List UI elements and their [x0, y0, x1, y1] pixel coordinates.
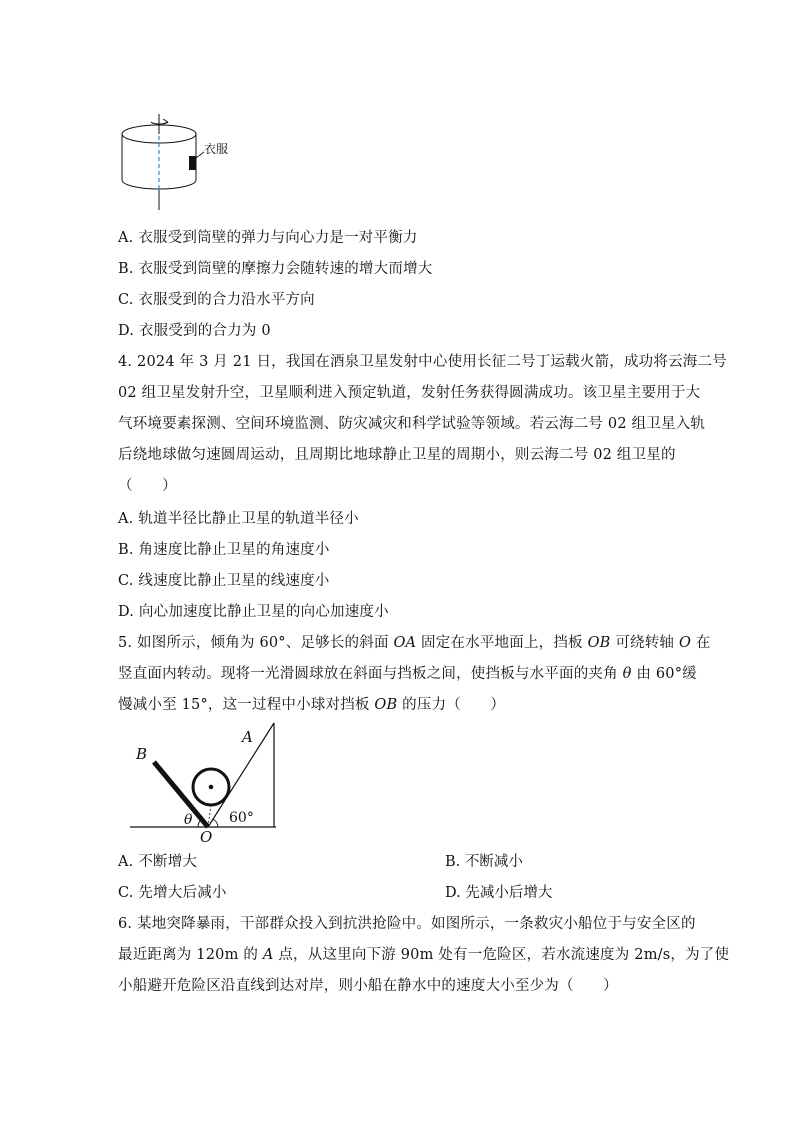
q5-text: 在 [691, 635, 711, 651]
clothes-leader-line [196, 152, 204, 158]
q4-stem-line-1: 4. 2024 年 3 月 21 日，我国在酒泉卫星发射中心使用长征二号丁运载火箭，成功将云海二号 [118, 354, 727, 370]
q5-option-b: B. 不断减小 [445, 854, 523, 870]
q5-text: 的压力（ ） [397, 697, 506, 713]
incline-ball-figure [126, 720, 286, 845]
q5-stem-line-3 [118, 696, 505, 714]
q4-stem-line-4: 后绕地球做匀速圆周运动，且周期比地球静止卫星的周期小，则云海二号 02 组卫星的 [118, 447, 676, 463]
q6-stem-line-3: 小船避开危险区沿直线到达对岸，则小船在静水中的速度大小至少为（ ） [118, 978, 618, 994]
q6-stem-line-2 [118, 946, 729, 964]
q4-stem-line-3: 气环境要素探测、空间环境监测、防灾减灾和科学试验等领域。若云海二号 02 组卫星入轨 [118, 416, 706, 432]
q5-var-theta: θ [622, 666, 632, 682]
clothes-label: 衣服 [204, 142, 229, 156]
q5-stem-line-2 [118, 665, 697, 683]
q5-var-oa: OA [393, 635, 417, 651]
q5-text: 可绕转轴 [610, 635, 679, 651]
label-b: B [136, 745, 148, 763]
q5-var-ob: OB [587, 635, 611, 651]
q5-text: 固定在水平地面上，挡板 [416, 635, 588, 651]
q4-answer-bracket: （ ） [118, 478, 177, 494]
q4-option-a: A. 轨道半径比静止卫星的轨道半径小 [118, 511, 359, 527]
label-o: O [200, 828, 213, 845]
sixty-arc [213, 819, 218, 827]
q5-option-c: C. 先增大后减小 [118, 885, 227, 901]
label-a: A [242, 728, 253, 746]
q4-option-d: D. 向心加速度比静止卫星的向心加速度小 [118, 604, 389, 620]
q3-option-b: B. 衣服受到筒壁的摩擦力会随转速的增大而增大 [118, 261, 433, 277]
q4-stem-line-2: 02 组卫星发射升空，卫星顺利进入预定轨道，发射任务获得圆满成功。该卫星主要用于大 [118, 385, 701, 401]
q3-option-c: C. 衣服受到的合力沿水平方向 [118, 292, 315, 308]
q6-stem-line-1: 6. 某地突降暴雨，干部群众投入到抗洪抢险中。如图所示，一条救灾小船位于与安全区的 [118, 916, 696, 932]
q5-option-a: A. 不断增大 [118, 854, 198, 870]
q5-var-ob: OB [374, 697, 398, 713]
q5-var-o: O [678, 635, 692, 651]
ball-center [209, 785, 214, 790]
q5-text: 竖直面内转动。现将一光滑圆球放在斜面与挡板之间，使挡板与水平面的夹角 [118, 666, 623, 682]
rotation-arrow-head [163, 119, 168, 124]
washing-drum-figure [118, 112, 258, 214]
q5-text: 慢减小至 15°，这一过程中小球对挡板 [118, 697, 375, 713]
q5-text: 5. 如图所示，倾角为 60°、足够长的斜面 [118, 635, 394, 651]
q6-text: 最近距离为 120m 的 [118, 947, 263, 963]
q5-text: 由 60°缓 [631, 666, 697, 682]
label-theta: θ [184, 812, 193, 828]
q3-option-a: A. 衣服受到筒壁的弹力与向心力是一对平衡力 [118, 230, 418, 246]
q4-option-c: C. 线速度比静止卫星的线速度小 [118, 573, 330, 589]
q5-stem-line-1 [118, 634, 711, 652]
label-60-degrees: 60° [229, 810, 254, 826]
q4-option-b: B. 角速度比静止卫星的角速度小 [118, 542, 330, 558]
q6-var-a: A [262, 947, 274, 963]
q5-option-d: D. 先减小后增大 [445, 885, 553, 901]
q6-text: 点，从这里向下游 90m 处有一危险区，若水流速度为 2m/s，为了使 [273, 947, 730, 963]
q3-option-d: D. 衣服受到的合力为 0 [118, 323, 271, 339]
clothes-block [189, 156, 196, 170]
